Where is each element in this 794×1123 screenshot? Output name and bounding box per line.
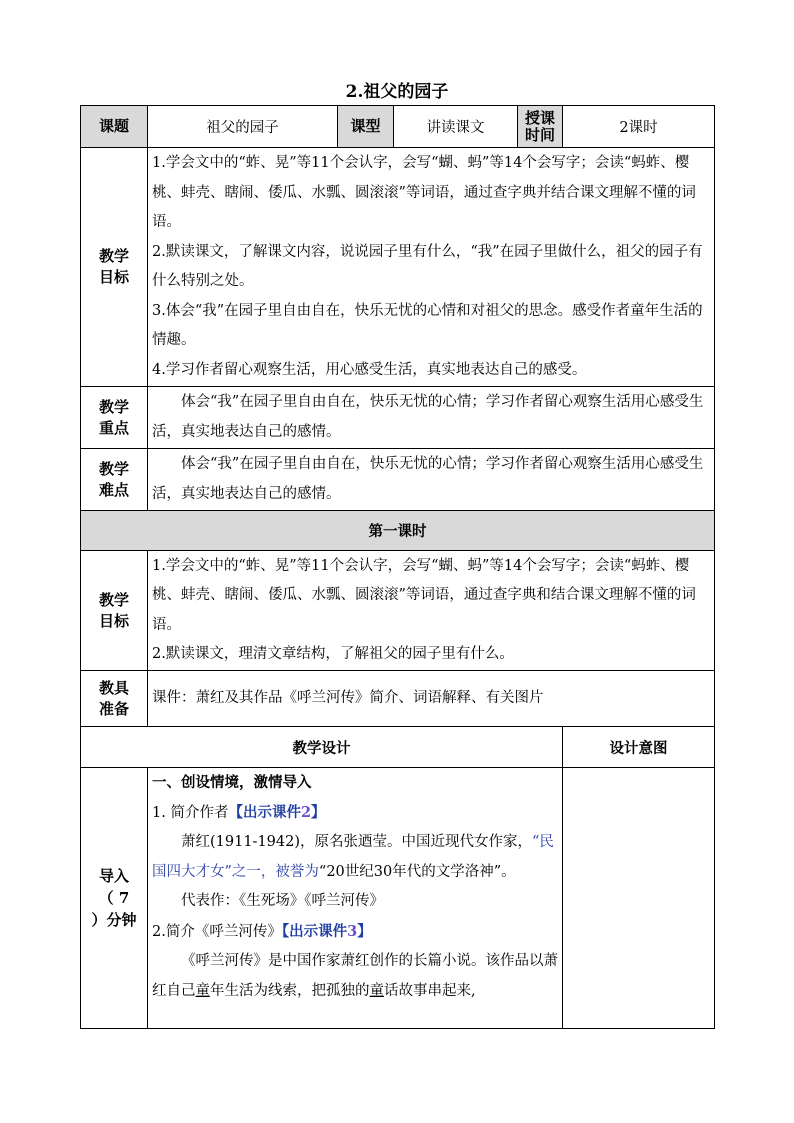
lesson-goal-item: 2.默读课文，理清文章结构，了解祖父的园子里有什么。 xyxy=(152,646,514,662)
design-row xyxy=(81,768,715,1029)
key-points-row xyxy=(81,387,715,449)
type-label: 课型 xyxy=(338,106,394,148)
design-content xyxy=(148,768,563,1029)
courseware-tag: 【出示课件3】 xyxy=(281,922,372,940)
courseware-tag: 【出示课件2】 xyxy=(228,803,326,821)
author-bio: 萧红(1911-1942)，原名张迺莹。中国近现代女作家，“民国四大才女”之一，被誉为“20世纪30年代的文学洛神”。 xyxy=(152,834,554,880)
novel-description: 《呼兰河传》是中国作家萧红创作的长篇小说。该作品以萧红自己童年生活为线索，把孤独的童话故事串起来, xyxy=(152,953,558,999)
difficulties-text: 体会“我”在园子里自由自在，快乐无忧的心情；学习作者留心观察生活用心感受生活，真实地表达自己的感情。 xyxy=(148,449,715,511)
topic-value: 祖父的园子 xyxy=(148,106,338,148)
key-points-label: 教学 重点 xyxy=(81,387,148,449)
page-title: 2.祖父的园子 xyxy=(345,82,449,102)
design-column-header: 教学设计 xyxy=(81,727,563,768)
intent-column-header: 设计意图 xyxy=(563,727,715,768)
goals-label: 教学 目标 xyxy=(81,148,148,387)
section-title: 一、创设情境，激情导入 xyxy=(152,774,312,791)
difficulties-label: 教学 难点 xyxy=(81,449,148,511)
goal-item: 1.学会文中的“蚱、晃”等11个会认字，会写“蝴、蚂”等14个会写字；会读“蚂蚱、樱桃、蚌壳、瞎闹、倭瓜、水瓢、圆滚滚”等词语，通过查字典并结合课文理解不懂的词语。 xyxy=(152,155,696,230)
time-label: 授课 时间 xyxy=(518,106,563,148)
lesson-heading-row xyxy=(81,511,715,551)
topic-label: 课题 xyxy=(81,106,148,148)
lesson-goal-item: 1.学会文中的“蚱、晃”等11个会认字，会写“蝴、蚂”等14个会写字；会读“蚂蚱、樱桃、蚌壳、瞎闹、倭瓜、水瓢、圆滚滚”等词语，通过查字典和结合课文理解不懂的词语。 xyxy=(152,557,696,633)
goal-item: 2.默读课文，了解课文内容，说说园子里有什么，“我”在园子里做什么，祖父的园子有什么特别之处。 xyxy=(152,243,703,289)
representative-works: 代表作：《生死场》《呼兰河传》 xyxy=(181,893,384,909)
step-intro-novel: 2.简介《呼兰河传》【出示课件3】 xyxy=(152,922,372,940)
prep-label: 教具 准备 xyxy=(81,671,148,727)
difficulties-row xyxy=(81,449,715,511)
goal-item: 4.学习作者留心观察生活，用心感受生活，真实地表达自己的感受。 xyxy=(152,361,587,378)
design-intent-cell xyxy=(563,768,715,1029)
lesson-goals-row xyxy=(81,551,715,671)
goals-row xyxy=(81,148,715,387)
design-header-row xyxy=(81,727,715,768)
lesson-plan-table xyxy=(80,105,715,1029)
goal-item: 3.体会“我”在园子里自由自在，快乐无忧的心情和对祖父的思念。感受作者童年生活的情趣。 xyxy=(152,302,703,348)
lesson-goals-label: 教学 目标 xyxy=(81,551,148,671)
step-intro-author: 1. 简介作者【出示课件2】 xyxy=(152,803,326,821)
lesson-heading: 第一课时 xyxy=(81,511,715,551)
stage-label: 导入 （ 7 ）分钟 xyxy=(81,768,148,1029)
time-value: 2课时 xyxy=(563,106,715,148)
header-row xyxy=(81,106,715,148)
goals-text xyxy=(148,148,715,387)
lesson-goals-text xyxy=(148,551,715,671)
prep-text: 课件：萧红及其作品《呼兰河传》简介、词语解释、有关图片 xyxy=(148,671,715,727)
type-value: 讲读课文 xyxy=(394,106,518,148)
key-points-text: 体会“我”在园子里自由自在，快乐无忧的心情；学习作者留心观察生活用心感受生活，真实地表达自己的感情。 xyxy=(148,387,715,449)
prep-row xyxy=(81,671,715,727)
